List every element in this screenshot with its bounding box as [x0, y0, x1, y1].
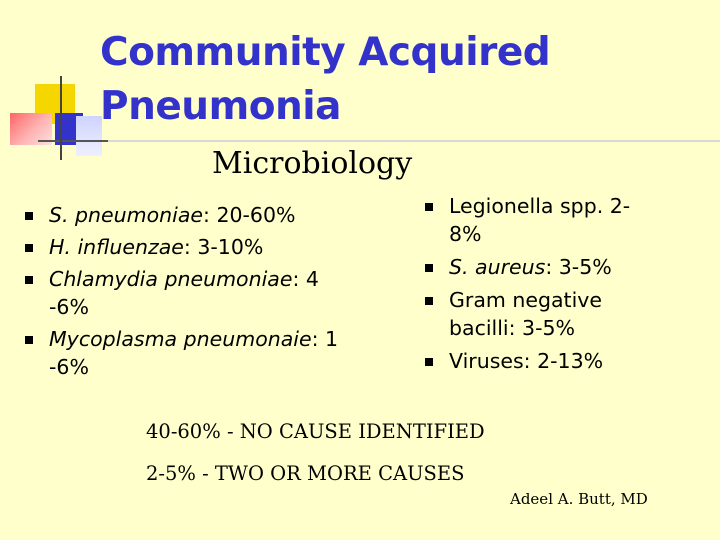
square-bullet-icon — [425, 203, 433, 211]
organism-percent: : 3-5% — [545, 255, 612, 279]
list-item — [425, 192, 700, 248]
item-line-2: 8% — [449, 222, 482, 246]
square-bullet-icon — [425, 264, 433, 272]
organism-name: Chlamydia pneumoniae — [49, 267, 293, 291]
square-bullet-icon — [25, 212, 33, 220]
organism-percent: : 3-10% — [183, 235, 264, 259]
slide-title — [100, 26, 550, 134]
list-item — [25, 325, 385, 381]
organism-name: H. influenzae — [49, 235, 184, 259]
right-bullet-list — [425, 192, 700, 375]
left-bullet-list — [25, 201, 385, 381]
item-line-1: Gram negative — [449, 288, 603, 312]
organism-percent: : 1 — [311, 327, 339, 351]
organism-percent: : 20-60% — [203, 203, 296, 227]
square-bullet-icon — [425, 358, 433, 366]
list-item — [425, 286, 700, 342]
slide-subtitle: Microbiology — [212, 146, 413, 181]
square-bullet-icon — [25, 276, 33, 284]
list-item — [25, 233, 385, 261]
item-line-1: Legionella spp. 2- — [449, 194, 631, 218]
note-no-cause: 40-60% - NO CAUSE IDENTIFIED — [146, 420, 485, 443]
organism-name: S. aureus — [449, 255, 546, 279]
organism-name: S. pneumoniae — [49, 203, 204, 227]
title-line-1: Community Acquired — [100, 30, 551, 75]
decorative-vertical-line — [60, 76, 62, 160]
list-item — [25, 265, 385, 321]
list-item — [425, 347, 700, 375]
title-divider-accent — [38, 140, 108, 142]
title-divider-line — [38, 140, 720, 142]
square-bullet-icon — [25, 244, 33, 252]
square-bullet-icon — [25, 336, 33, 344]
organism-percent-continued: -6% — [49, 295, 89, 319]
item-line-1: Viruses: 2-13% — [449, 349, 604, 373]
note-two-causes: 2-5% - TWO OR MORE CAUSES — [146, 462, 465, 485]
item-line-2: bacilli: 3-5% — [449, 316, 576, 340]
organism-percent: : 4 — [292, 267, 319, 291]
title-line-2: Pneumonia — [100, 84, 341, 129]
list-item — [425, 253, 700, 281]
list-item — [25, 201, 385, 229]
decorative-lavender-square — [76, 116, 102, 156]
author-credit: Adeel A. Butt, MD — [510, 490, 648, 508]
square-bullet-icon — [425, 297, 433, 305]
organism-percent-continued: -6% — [49, 355, 89, 379]
organism-name: Mycoplasma pneumonaie — [49, 327, 312, 351]
